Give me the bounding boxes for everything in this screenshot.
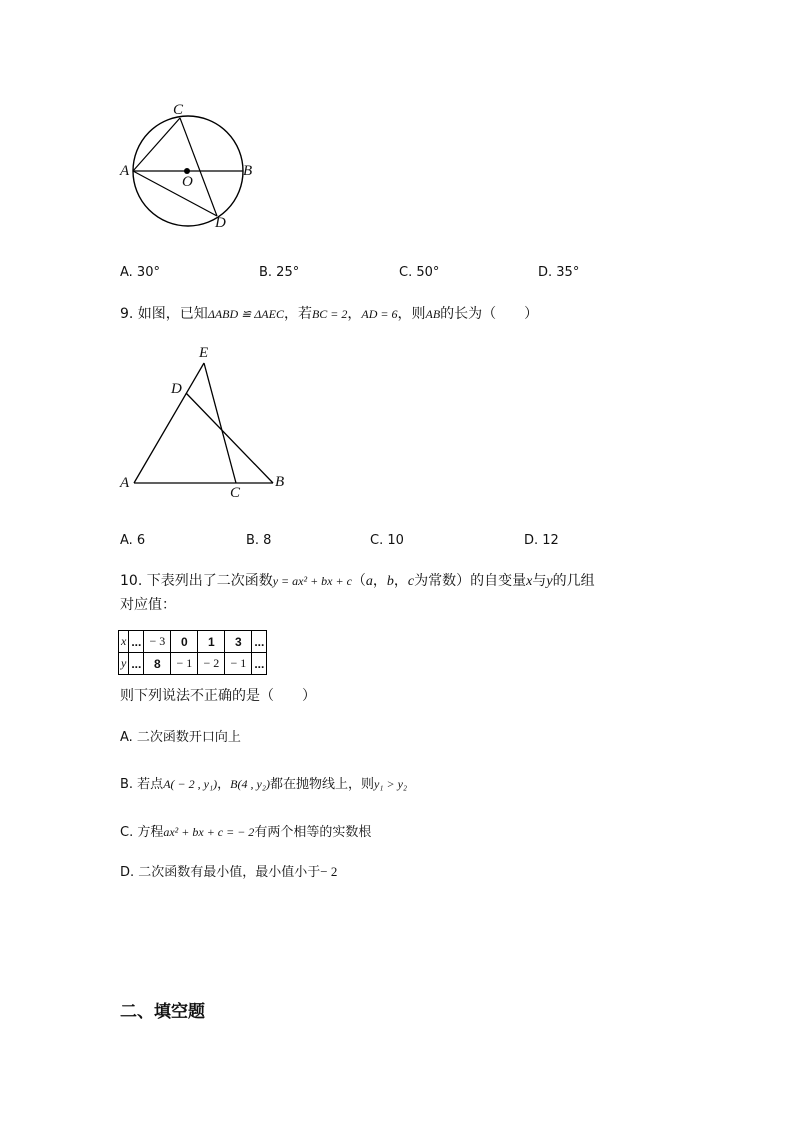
table-cell: ... xyxy=(129,653,144,675)
chord-ad xyxy=(133,171,217,216)
q9-option-d[interactable]: D. 12 xyxy=(524,533,559,548)
table-cell: 3 xyxy=(225,631,252,653)
q10-a: a xyxy=(365,574,373,589)
label-b2: B xyxy=(275,474,285,490)
q8-option-c[interactable]: C. 50° xyxy=(399,265,440,280)
q10-paren-suf: 为常数）的自变量 xyxy=(414,573,527,589)
q10-option-c-prefix: C. 方程 xyxy=(120,825,164,840)
table-cell: 1 xyxy=(198,631,225,653)
q9-congruence: ΔABD ≌ ΔAEC xyxy=(207,307,284,321)
q10-point-b: B(4 , y₂) xyxy=(230,777,270,791)
values-table xyxy=(118,630,267,675)
q9-sep: ， xyxy=(347,306,362,322)
q10-c: c xyxy=(407,574,415,589)
label-d: D xyxy=(215,215,226,231)
q9-mid: ，若 xyxy=(283,306,312,322)
q10-paren-pre: （ xyxy=(351,573,366,589)
q10-and: 与 xyxy=(532,573,547,589)
label-c2: C xyxy=(230,485,241,501)
table-row xyxy=(119,653,267,675)
q9-ab: AB xyxy=(425,307,441,321)
table-cell: − 3 xyxy=(144,631,171,653)
q10-x: x xyxy=(526,574,533,589)
q10-option-a[interactable]: A. 二次函数开口向上 xyxy=(120,730,241,745)
q10-option-b-prefix: B. 若点 xyxy=(120,777,164,792)
q10-inequality: y₁ > y₂ xyxy=(373,777,408,791)
q10-option-c-suffix: 有两个相等的实数根 xyxy=(254,825,372,840)
table-cell: 0 xyxy=(171,631,198,653)
table-cell: 8 xyxy=(144,653,171,675)
q10-question: 则下列说法不正确的是（ ） xyxy=(120,688,316,704)
label-a: A xyxy=(120,163,130,179)
label-e: E xyxy=(199,345,209,361)
q10-y: y xyxy=(546,574,553,589)
q9-prefix: 9. 如图，已知 xyxy=(120,306,208,322)
q9-option-c[interactable]: C. 10 xyxy=(370,533,404,548)
table-cell: − 2 xyxy=(198,653,225,675)
label-b: B xyxy=(243,163,253,179)
table-cell: ... xyxy=(252,631,267,653)
q9-option-a[interactable]: A. 6 xyxy=(120,533,146,548)
q9-option-b[interactable]: B. 8 xyxy=(246,533,272,548)
q10-option-b-sep: ， xyxy=(217,777,231,792)
question-10 xyxy=(120,570,595,590)
q9-ask: ，则 xyxy=(397,306,426,322)
label-o: O xyxy=(182,174,193,190)
section-heading: 二、填空题 xyxy=(120,1002,205,1021)
label-a2: A xyxy=(120,475,130,491)
table-cell: ... xyxy=(129,631,144,653)
q10-b: b xyxy=(386,574,394,589)
table-cell: − 1 xyxy=(171,653,198,675)
label-d2: D xyxy=(171,381,182,397)
q8-option-b[interactable]: B. 25° xyxy=(259,265,300,280)
segment-ec xyxy=(204,363,236,483)
segment-db xyxy=(186,393,273,483)
q9-suffix: 的长为（ ） xyxy=(440,306,539,322)
q10-option-d-value: − 2 xyxy=(320,864,338,879)
q9-ad: AD = 6 xyxy=(361,307,398,321)
table-cell: y xyxy=(119,653,129,675)
q10-option-d[interactable] xyxy=(120,861,337,880)
table-row xyxy=(119,631,267,653)
triangle-figure xyxy=(120,350,300,500)
q10-line2: 对应值： xyxy=(120,597,176,613)
q10-point-a: A( − 2 , y₁) xyxy=(163,777,218,791)
q10-prefix: 10. 下表列出了二次函数 xyxy=(120,573,273,589)
question-9 xyxy=(120,303,538,323)
q10-option-d-prefix: D. 二次函数有最小值，最小值小于 xyxy=(120,865,321,880)
chord-cd xyxy=(180,118,217,216)
q10-formula: y = ax² + bx + c xyxy=(272,574,352,588)
q10-option-c[interactable] xyxy=(120,821,371,840)
table-cell: − 1 xyxy=(225,653,252,675)
q8-option-a[interactable]: A. 30° xyxy=(120,265,160,280)
q10-comma1: ， xyxy=(372,573,387,589)
q9-bc: BC = 2 xyxy=(311,307,348,321)
label-c: C xyxy=(173,102,184,118)
q10-comma2: ， xyxy=(393,573,408,589)
table-cell: ... xyxy=(252,653,267,675)
q8-option-d[interactable]: D. 35° xyxy=(538,265,580,280)
table-cell: x xyxy=(119,631,129,653)
q10-option-b[interactable] xyxy=(120,773,407,792)
q10-option-b-mid: 都在抛物线上，则 xyxy=(269,777,374,792)
q10-equation: ax² + bx + c = − 2 xyxy=(163,825,255,839)
segment-ae xyxy=(134,363,204,483)
q10-suffix: 的几组 xyxy=(552,573,595,589)
